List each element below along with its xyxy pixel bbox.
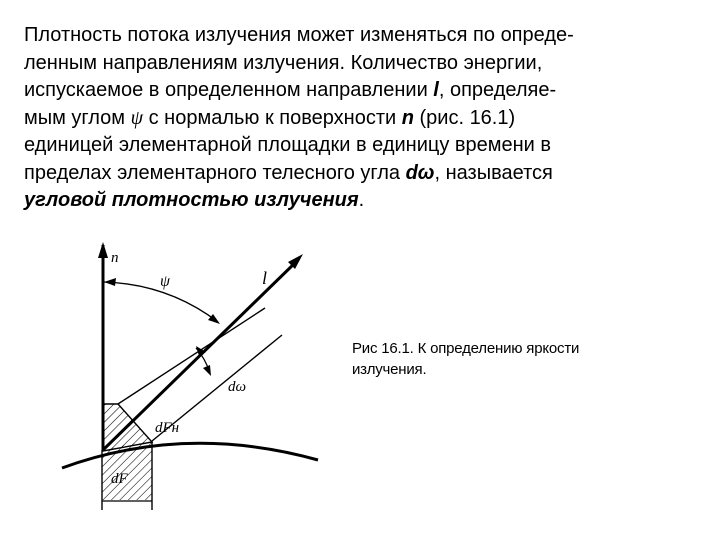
domega-arrow-bottom bbox=[203, 365, 211, 376]
label-dFn: dFн bbox=[155, 420, 180, 436]
text-fragment: (рис. 16.1) bbox=[413, 106, 516, 129]
caption-line-2: излучения. bbox=[352, 361, 427, 378]
symbol-n: n bbox=[401, 106, 414, 129]
surface-curve bbox=[62, 443, 318, 468]
text-line-6 bbox=[24, 160, 696, 188]
main-paragraph bbox=[24, 22, 696, 215]
text-fragment: мым углом bbox=[24, 106, 131, 129]
text-fragment: , называется bbox=[434, 161, 553, 184]
angle-psi-arrow-left bbox=[104, 278, 116, 286]
radiation-diagram bbox=[60, 238, 360, 528]
text-fragment: пределах элементарного телесного угла bbox=[24, 161, 406, 184]
text-fragment: с нормалью к поверхности bbox=[143, 106, 402, 129]
symbol-domega: dω bbox=[405, 161, 435, 184]
text-line-4 bbox=[24, 105, 696, 133]
symbol-l: l bbox=[433, 79, 439, 101]
text-line-7 bbox=[24, 187, 696, 215]
figure-caption bbox=[352, 338, 652, 380]
text-fragment: , определяе- bbox=[438, 79, 557, 101]
text-line-3 bbox=[24, 77, 696, 105]
symbol-psi: ψ bbox=[130, 106, 144, 129]
label-domega: dω bbox=[228, 379, 247, 395]
label-psi: ψ bbox=[160, 273, 170, 290]
label-dF: dF bbox=[111, 471, 128, 487]
label-l: l bbox=[262, 268, 268, 288]
text-fragment: испускаемое в определенном направлении bbox=[24, 79, 434, 101]
text-line-2: ленным направлениям излучения. Количество энергии, bbox=[24, 51, 543, 74]
caption-line-1: Рис 16.1. К определению яркости bbox=[352, 340, 580, 357]
label-n: n bbox=[111, 250, 119, 266]
normal-n-arrowhead bbox=[98, 242, 108, 258]
defined-term: угловой плотностью излучения bbox=[24, 189, 359, 211]
text-line-5: единицей элементарной площадки в единицу времени в bbox=[24, 134, 552, 156]
text-line-1: Плотность потока излучения может изменяться по опреде- bbox=[24, 24, 574, 46]
text-fragment: . bbox=[358, 189, 365, 211]
